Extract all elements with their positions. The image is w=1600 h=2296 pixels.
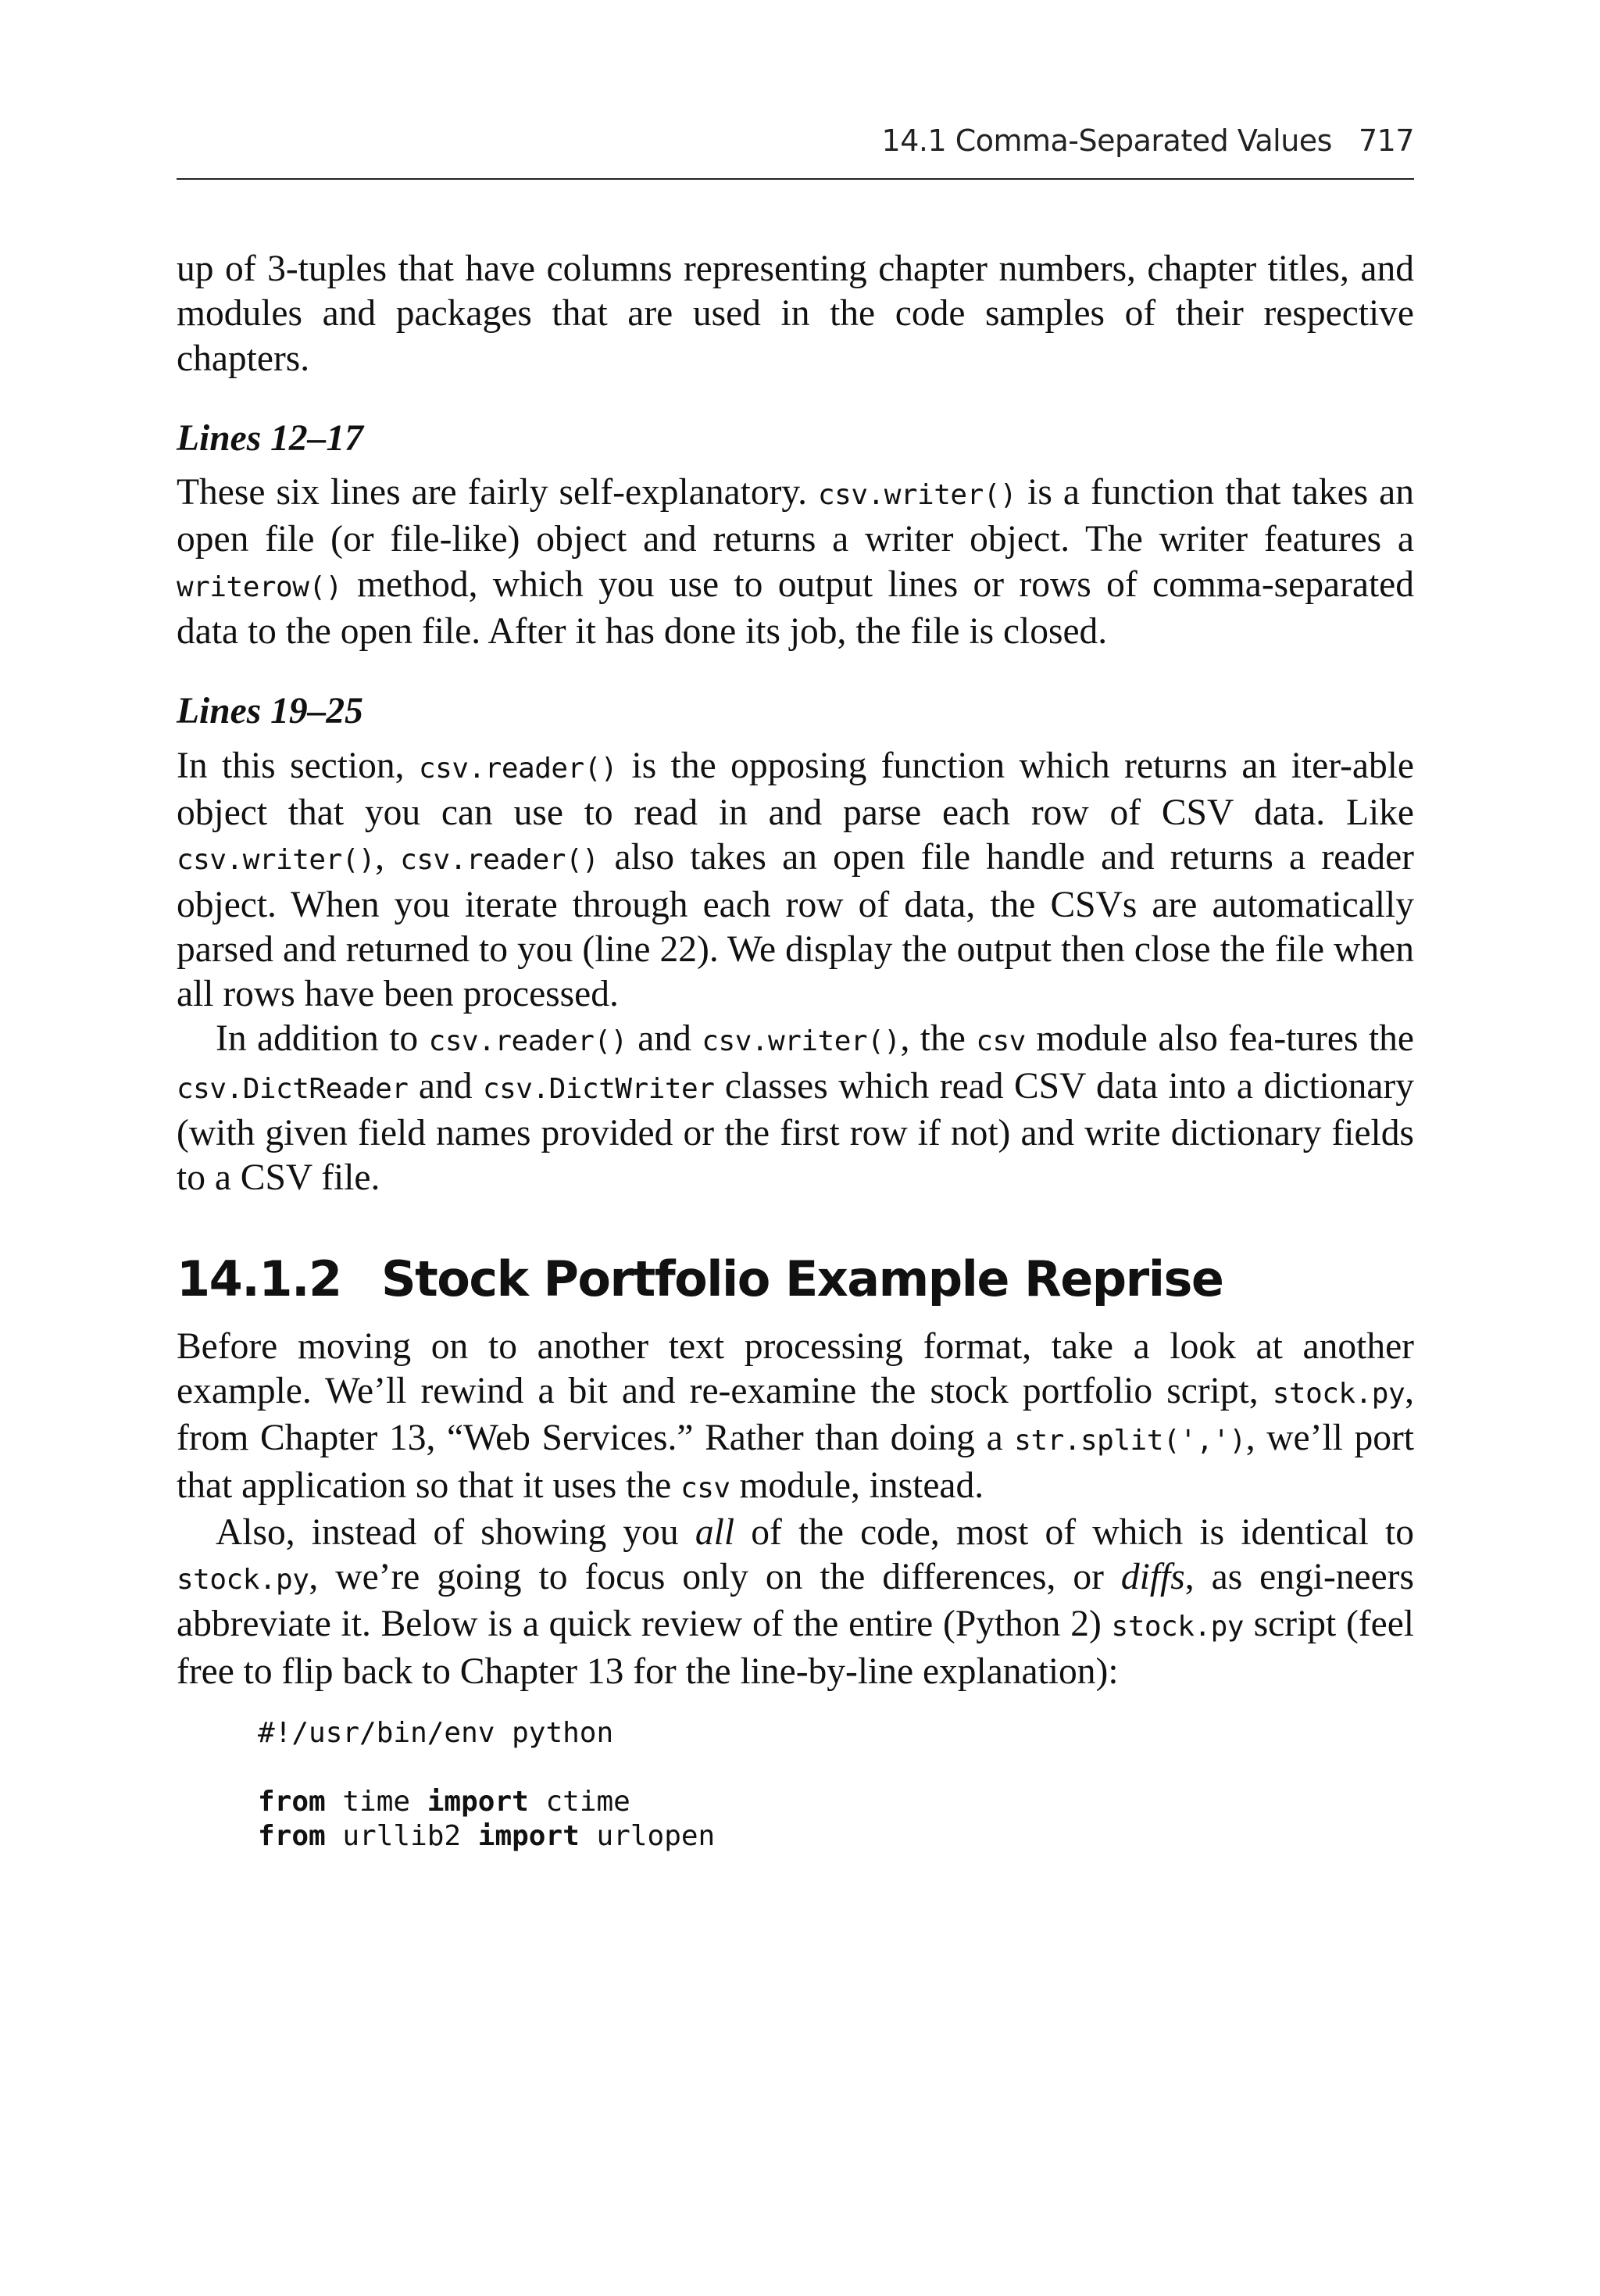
paragraph-lines-12-17 xyxy=(177,470,1414,654)
inline-code: csv.writer() xyxy=(177,844,376,877)
text-run: , as engi-neers abbreviate it. Below is a quick review of the entire (Python 2) xyxy=(177,1557,1414,1645)
inline-code: csv.reader() xyxy=(428,1025,627,1058)
section-number: 14.1.2 xyxy=(177,1250,341,1307)
code-keyword: from xyxy=(258,1820,326,1853)
code-module: time xyxy=(325,1786,427,1819)
text-run: In this section, xyxy=(177,745,419,786)
text-run: Also, instead of showing you xyxy=(216,1511,695,1553)
code-line-shebang: #!/usr/bin/env python xyxy=(258,1717,614,1750)
lines-12-17-heading: Lines 12–17 xyxy=(177,417,363,459)
code-line-import-ctime xyxy=(258,1785,1414,1819)
inline-code: str.split(',') xyxy=(1014,1425,1246,1457)
code-module: urllib2 xyxy=(325,1820,478,1853)
text-run: and xyxy=(408,1065,483,1107)
text-run: is a function that takes an open file (or file-like) object and returns a writer object. The writer features a xyxy=(177,472,1414,560)
text-run: Before moving on to another text processing format, take a look at another example. We’ll rewind a bit and re-examine the stock portfolio script, xyxy=(177,1325,1414,1411)
text-run: of the code, most of which is identical to xyxy=(734,1511,1414,1553)
code-name: ctime xyxy=(528,1786,630,1819)
inline-code: csv.DictReader xyxy=(177,1072,409,1105)
code-line-import-urlopen xyxy=(258,1819,1414,1854)
text-run: These six lines are fairly self-explanatory. xyxy=(177,472,818,513)
header-section-title: 14.1 Comma-Separated Values xyxy=(881,123,1332,158)
text-run: and xyxy=(627,1018,702,1060)
text-run: module also fea-tures the xyxy=(1025,1018,1414,1060)
text-run: script (feel free to flip back to Chapter 13 for the line-by-line explanation): xyxy=(177,1604,1414,1692)
inline-code: writerow() xyxy=(177,570,342,603)
inline-code: csv.reader() xyxy=(418,752,618,785)
inline-code: csv.writer() xyxy=(702,1025,901,1058)
lines-19-25-heading: Lines 19–25 xyxy=(177,691,363,732)
inline-code: csv xyxy=(680,1472,730,1504)
text-run: , from Chapter 13, “Web Services.” Rather than doing a xyxy=(177,1370,1414,1459)
inline-code: csv.reader() xyxy=(400,844,599,877)
header-page-number: 717 xyxy=(1358,123,1414,158)
code-keyword: import xyxy=(427,1786,529,1819)
text-run: is the opposing function which returns an iter-able object that you can use to read in and parse each row of CSV data. Like xyxy=(177,745,1414,833)
code-keyword: import xyxy=(477,1820,580,1853)
paragraph-lines-19-25 xyxy=(177,744,1414,1017)
inline-code: csv xyxy=(976,1025,1026,1058)
paragraph-also xyxy=(177,1511,1414,1694)
paragraph-continued: up of 3-tuples that have columns representing chapter numbers, chapter titles, and modules and packages that are used in the code samples of their respective chapters. xyxy=(177,249,1414,379)
text-run: , xyxy=(375,837,401,878)
paragraph-in-addition xyxy=(177,1017,1414,1200)
inline-code: stock.py xyxy=(1111,1611,1244,1643)
text-run: , the xyxy=(900,1018,977,1060)
inline-code: stock.py xyxy=(177,1564,309,1597)
section-heading xyxy=(177,1248,1414,1311)
section-title: Stock Portfolio Example Reprise xyxy=(381,1250,1223,1307)
text-run: classes which read CSV data into a dictionary (with given field names provided or the first row if not) and write dictionary fields to a CSV file. xyxy=(177,1065,1414,1199)
inline-code: stock.py xyxy=(1272,1377,1405,1410)
paragraph-before-moving-on xyxy=(177,1325,1414,1511)
text-run: , we’re going to focus only on the differences, or xyxy=(309,1557,1121,1598)
code-listing xyxy=(258,1716,1414,1854)
text-run: method, which you use to output lines or rows of comma-separated data to the open file. After it has done its job, the file is closed. xyxy=(177,563,1414,653)
code-name: urlopen xyxy=(579,1820,716,1853)
inline-code: csv.writer() xyxy=(818,479,1017,512)
emphasis: all xyxy=(695,1511,735,1553)
text-run: , we’ll port that application so that it uses the xyxy=(177,1418,1414,1506)
header-rule xyxy=(177,178,1414,180)
text-run: module, instead. xyxy=(730,1465,984,1506)
text-run: In addition to xyxy=(216,1018,429,1060)
inline-code: csv.DictWriter xyxy=(482,1072,715,1105)
code-keyword: from xyxy=(258,1786,326,1819)
emphasis: diffs xyxy=(1120,1557,1185,1598)
code-blank-line xyxy=(258,1751,1414,1785)
running-header xyxy=(882,123,1414,158)
body-text xyxy=(177,247,1414,1854)
text-run: also takes an open file handle and returns a reader object. When you iterate through each row of data, the CSVs are automatically parsed and returned to you (line 22). We display the output then close the file when all rows have been processed. xyxy=(177,837,1414,1015)
